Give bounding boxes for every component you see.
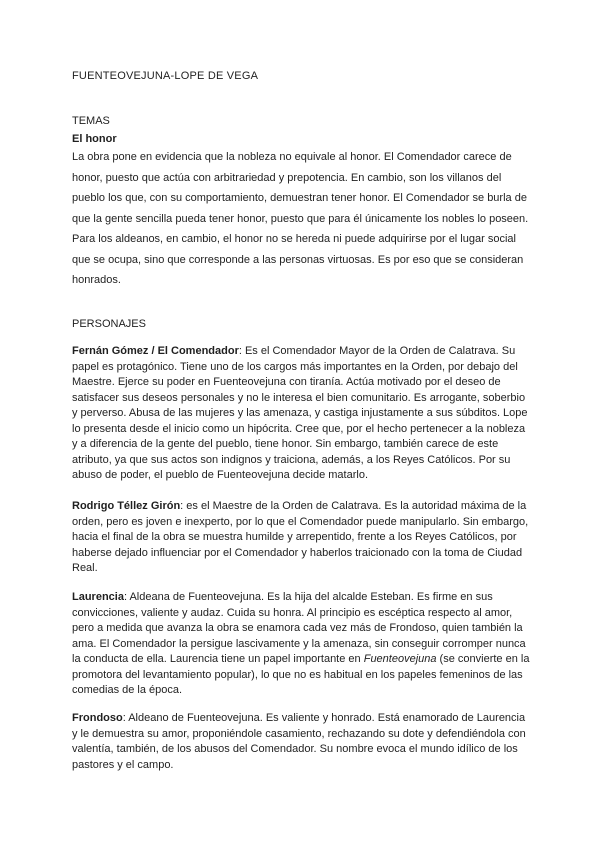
character-laurencia bbox=[72, 590, 532, 699]
work-title-italic: Fuenteovejuna bbox=[363, 653, 437, 665]
character-name: Fernán Gómez / El Comendador bbox=[72, 345, 239, 357]
character-name: Rodrigo Téllez Girón bbox=[72, 500, 181, 512]
character-description: : Aldeano de Fuenteovejuna. Es valiente y honrado. Está enamorado de Laurencia y le demuestra su amor, proponiéndole casamiento, rechazando su dote y defendiéndola con valentía, también, de los abusos del Comendador. Su nombre evoca el mundo idílico de los pastores y el campo. bbox=[72, 712, 526, 771]
subheading-honor: El honor bbox=[72, 133, 117, 145]
honor-paragraph: La obra pone en evidencia que la nobleza no equivale al honor. El Comendador carece de honor, puesto que actúa con arbitrariedad y prepotencia. En cambio, son los villanos del pueblo los que, con su comportamiento, demuestran tener honor. El Comendador se burla de que la gente sencilla pueda tener honor, puesto que para él únicamente los nobles lo poseen. Para los aldeanos, en cambio, el honor no se hereda ni puede adquirirse por el lugar social que se ocupa, sino que corresponde a las personas virtuosas. Es por eso que se consideran honrados. bbox=[72, 151, 529, 286]
character-description: : Es el Comendador Mayor de la Orden de Calatrava. Su papel es protagónico. Tiene uno de los cargos más importantes en la Orden, por debajo del Maestre. Ejerce su poder en Fuenteovejuna con tiranía. Actúa motivado por el deseo de satisfacer sus deseos personales y no le interesa el bien comunitario. Es arrogante, soberbio y perverso. Abusa de las mujeres y las amenaza, y castiga injustamente a sus súbditos. Lope lo presenta desde el inicio como un hipócrita. Cree que, por el hecho pertenecer a la nobleza y a diferencia de la gente del pueblo, tiene honor. Sin embargo, también carece de este atributo, ya que sus actos son indignos y traiciona, además, a los Reyes Católicos. Por su abuso de poder, el pueblo de Fuenteovejuna decide matarlo. bbox=[72, 345, 528, 481]
character-name: Frondoso bbox=[72, 712, 123, 724]
character-name: Laurencia bbox=[72, 591, 124, 603]
honor-section bbox=[72, 131, 532, 291]
character-comendador bbox=[72, 344, 532, 484]
section-heading-personajes: PERSONAJES bbox=[72, 318, 146, 330]
section-heading-temas: TEMAS bbox=[72, 115, 110, 127]
character-description-cont: (se convierte en la promotora del levantamiento popular), lo que no es habitual en los papeles femeninos de las comedias de la época. bbox=[72, 653, 530, 696]
character-description: : es el Maestre de la Orden de Calatrava. Es la autoridad máxima de la orden, pero es joven e inexperto, por lo que el Comendador puede manipularlo. Sin embargo, hacia el final de la obra se muestra humilde y arrepentido, frente a los Reyes Católicos, por haberse dejado influenciar por el Comendador y haberlos traicionado con la toma de Ciudad Real. bbox=[72, 500, 529, 574]
character-maestre bbox=[72, 499, 532, 577]
character-frondoso bbox=[72, 711, 532, 773]
character-description: : Aldeana de Fuenteovejuna. Es la hija del alcalde Esteban. Es firme en sus convicciones, valiente y audaz. Cuida su honra. Al principio es escéptica respecto al amor, pero a medida que avanza la obra se enamora cada vez más de Frondoso, quien también la ama. El Comendador la persigue lascivamente y la amenaza, sin conseguir corromper nunca la conducta de ella. Laurencia tiene un papel importante en bbox=[72, 591, 526, 665]
document-title: FUENTEOVEJUNA-LOPE DE VEGA bbox=[72, 70, 259, 82]
